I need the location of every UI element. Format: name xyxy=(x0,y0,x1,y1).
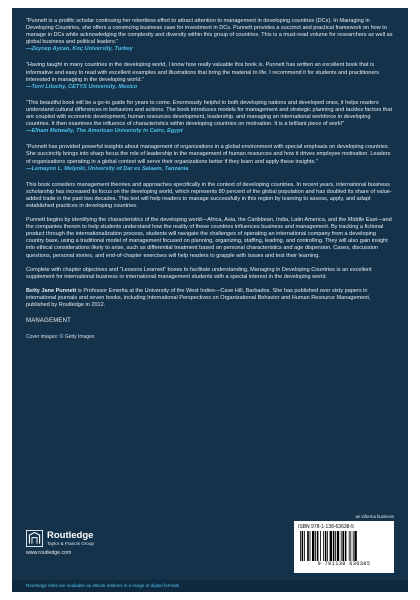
barcode-bar xyxy=(312,531,314,561)
quote-text: “This beautiful book will be a go-to guide for years to come. Enormously helpful to both developing nations and developed ones, it helps readers understand cultural differences in behaviors and actions. The book introduces models for management and strategic planning and tackles factors that are coupled with economic development, human resources development, leadership, and managing an international workforce in developing countries. It then examines the influence of characteristics within developing countries on motivation. It is a brilliant piece of work!” xyxy=(26,99,393,128)
barcode-bar xyxy=(304,531,305,561)
informa-label: an informa business xyxy=(355,514,394,519)
barcode-bar xyxy=(310,531,311,561)
barcode-bar xyxy=(337,531,339,561)
back-cover xyxy=(12,8,408,592)
barcode-bar xyxy=(342,531,344,561)
category-label: MANAGEMENT xyxy=(26,318,72,325)
quote-text: “Having taught in many countries in the developing world, I know how really valuable this book is. Punnett has written an excellent book that is informative and easy to read with excellent examples and illustrations that bring the material to life. I recommend it for students and practitioners interested in managing in the developing world.” xyxy=(26,62,380,83)
quote-attribution: —Elham Metwally, The American University in Cairo, Egypt xyxy=(26,128,183,135)
barcode-bar xyxy=(300,531,301,561)
barcode-bar xyxy=(307,531,309,561)
barcode-area xyxy=(294,514,394,573)
description-paragraph: Punnett begins by identifying the characteristics of the developing world—Africa, Asia, the Caribbean, India, Latin America, and the Middle East—and the companies therein to help students understand how the reality of these countries influences business and management. By tracking a fictional product through the internationalization process, students will navigate the challenges of operating an international company from a developing country base, using a traditional model of management focused on planning, organizing, staffing, leading, and controlling. They will also gain insight into ethical considerations likely to arise, such as differential treatment based on personal characteristics and age dispersion. Cases, discussion questions, personal stories, and end-of-chapter exercises will help readers to grapple with issues and test their learning. xyxy=(26,217,392,259)
quote-3 xyxy=(26,100,394,135)
barcode-bar xyxy=(302,531,304,561)
barcode-bar xyxy=(350,531,351,561)
quote-attribution: —Terri Lituchy, CETYS University, Mexico xyxy=(26,83,138,90)
quote-4 xyxy=(26,144,394,172)
quote-2 xyxy=(26,62,394,90)
description-paragraph: This book considers management theories and approaches specifically in the context of developing countries. In recent years, international business scholarship has increased its focus on the developing world, which represents 80 percent of the global population and has doubled its share of value-added trade in the past two decades. This text will help readers to manage successfully in this region by learning to assess, apply, and adapt established practices in developing countries. xyxy=(26,181,392,209)
quote-text: “Punnett is a prolific scholar continuing her relentless effort to attract attention to management in developing countries (DCs). In Managing in Developing Countries, she offers a convincing business case for investment in DCs. Punnett provides a succinct and practical framework on how to manage in DCs while acknowledging the complexity and diversity within this group of countries. This is a must-read volume for researchers as well as global business and political leaders.” xyxy=(26,18,393,46)
barcode-digits: 9 781138 636385 xyxy=(317,561,371,567)
author-name: Betty Jane Punnett xyxy=(26,287,77,294)
quote-attribution: —Zeynep Aycan, Koç University, Turkey xyxy=(26,46,133,53)
quote-text: “Punnett has provided powerful insights about management of organizations in a global environment with special emphasis on developing countries. She succinctly brings into sharp focus the role of leadership in the management of human resources and how it drives employee motivation. Leaders of organizations operating in a global context will serve their organizations better if they learn and apply these insights.” xyxy=(26,144,391,165)
barcode-bar xyxy=(349,531,350,561)
publisher-logo-row xyxy=(26,530,156,547)
barcode-bar xyxy=(325,531,327,561)
description-paragraph: Complete with chapter objectives and “Lessons Learned” boxes to facilitate understanding, Managing in Developing Countries is an excellent supplement for international business or international management students with a special interest in the developing world. xyxy=(26,266,372,280)
routledge-logo-icon xyxy=(26,530,43,547)
footer-text: Routledge titles are available as eBook editions in a range of digital formats xyxy=(26,583,180,588)
barcode-bar xyxy=(341,531,342,561)
cover-content xyxy=(12,8,408,340)
barcode-bar xyxy=(330,531,332,561)
barcode-bar xyxy=(335,531,336,561)
publisher-block xyxy=(26,530,156,556)
barcode-icon xyxy=(298,531,390,561)
barcode-bar xyxy=(345,531,347,561)
publisher-text xyxy=(47,531,94,547)
barcode-bar xyxy=(333,531,335,561)
cover-credit: Cover images: © Getty Images xyxy=(26,334,95,341)
author-bio xyxy=(26,288,394,309)
barcode-bar xyxy=(354,531,356,561)
publisher-url: www.routledge.com xyxy=(26,550,72,556)
barcode-box xyxy=(294,521,394,573)
publisher-group: Taylor & Francis Group xyxy=(47,540,94,546)
barcode-bar xyxy=(353,531,354,561)
footer-bar xyxy=(12,580,408,592)
quote-attribution: —Lemayon L. Melyoki, University of Dar es Salaam, Tanzania xyxy=(26,165,189,172)
author-bio-text: is Professor Emerita at the University of the West Indies—Cave Hill, Barbados. She has published over sixty papers in international journals and seven books, including International Perspectives on Organizational Behavior and Human Resource Management, published by Routledge in 2012. xyxy=(26,287,371,308)
barcode-bar xyxy=(317,531,319,561)
quote-1 xyxy=(26,18,394,53)
barcode-bar xyxy=(327,531,328,561)
barcode-bar xyxy=(320,531,321,561)
isbn-text: ISBN 978-1-138-63638-5 xyxy=(298,524,354,530)
publisher-name: Routledge xyxy=(47,529,94,541)
barcode-bar xyxy=(315,531,316,561)
barcode-bar xyxy=(323,531,324,561)
